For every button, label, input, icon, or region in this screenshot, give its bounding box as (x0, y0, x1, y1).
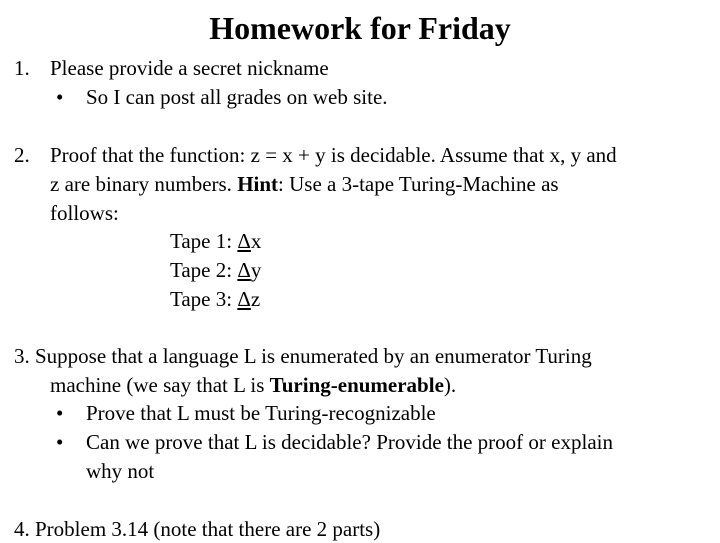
item-2-line-2-b: : Use a 3-tape Turing-Machine as (278, 172, 559, 196)
item-2-number: 2. (14, 143, 30, 167)
tape-2-label: Tape 2: (170, 258, 238, 282)
item-1-number: 1. (14, 56, 30, 80)
item-3-bullet-2-line-2: why not (86, 459, 155, 483)
tape-3-var: z (250, 287, 261, 311)
item-3-line-1: 3. Suppose that a language L is enumerated by an enumerator Turing (14, 344, 592, 368)
item-1-bullet-text: So I can post all grades on web site. (86, 85, 388, 109)
tape-1-delta: Δ (237, 229, 251, 253)
item-2-line-3: follows: (50, 201, 119, 225)
item-4-text: 4. Problem 3.14 (note that there are 2 parts) (14, 517, 381, 541)
item-2-line-1: Proof that the function: z = x + y is decidable. Assume that x, y and (50, 143, 617, 167)
tape-3-label: Tape 3: (170, 287, 238, 311)
tape-3 (170, 285, 260, 313)
item-3-bullet-2-marker: • (56, 430, 64, 454)
tape-1-label: Tape 1: (170, 229, 238, 253)
item-3-bullet-1-marker: • (56, 401, 64, 425)
tape-1 (170, 227, 261, 255)
tape-1-var: x (250, 229, 262, 253)
item-1-bullet-marker: • (56, 85, 64, 109)
item-2-line-2-a: z are binary numbers. (50, 172, 238, 196)
tape-2-var: y (250, 258, 262, 282)
item-3-bullet-2-line-1: Can we prove that L is decidable? Provide the proof or explain (86, 430, 613, 454)
item-1-text: Please provide a secret nickname (50, 56, 329, 80)
tape-2-delta: Δ (237, 258, 251, 282)
item-3-line-2 (50, 371, 456, 399)
item-3-line-2-b: ). (443, 373, 457, 397)
item-3-bullet-1-text: Prove that L must be Turing-recognizable (86, 401, 436, 425)
page-title: Homework for Friday (209, 10, 511, 46)
tape-2 (170, 256, 261, 284)
item-3-bold-term: Turing-enumerable (269, 373, 444, 397)
tape-3-delta: Δ (237, 287, 251, 311)
item-2-line-2 (50, 170, 559, 198)
item-3-line-2-a: machine (we say that L is (50, 373, 270, 397)
item-2-hint-label: Hint (237, 172, 279, 196)
